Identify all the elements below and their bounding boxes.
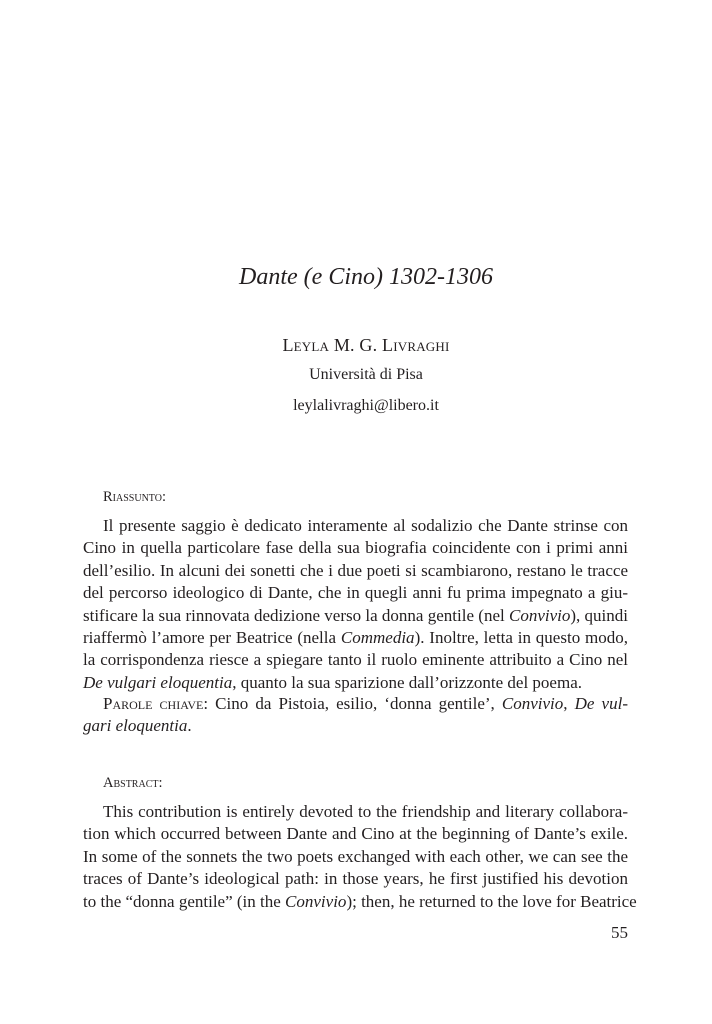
text-run: ). Inoltre, letta in questo modo,: [414, 628, 628, 648]
italic-title: De vulgari eloquentia: [83, 672, 233, 692]
riassunto-label: Riassunto:: [103, 489, 166, 505]
text-run: ,: [563, 694, 575, 713]
abstract-line: [83, 891, 637, 913]
text-run: Cino da Pistoia, esilio, ‘donna gentile’,: [208, 694, 502, 713]
riassunto-line: [83, 605, 628, 627]
abstract-label: Abstract:: [103, 775, 163, 791]
text-run: .: [187, 716, 192, 736]
abstract-line: This contribution is entirely devoted to the friendship and literary collabora-: [103, 802, 628, 821]
keywords-line: [83, 715, 628, 737]
keywords-label: Parole chiave:: [103, 694, 209, 713]
text-run: riaffermò l’amore per Beatrice (nella: [83, 628, 341, 648]
italic-title: gari eloquentia: [83, 716, 188, 736]
riassunto-line: Cino in quella particolare fase della sua biografia coincidente con i primi anni: [83, 538, 628, 558]
riassunto-line: dell’esilio. In alcuni dei sonetti che i due poeti si scambiarono, restano le tracce: [83, 560, 628, 580]
riassunto-line: Il presente saggio è dedicato interamente al sodalizio che Dante strinse con: [103, 516, 628, 535]
text-run: stificare la sua rinnovata dedizione verso la donna gentile (nel: [83, 605, 509, 625]
riassunto-paragraph: [83, 515, 628, 694]
italic-title: Convivio: [501, 694, 564, 713]
page-number: 55: [611, 923, 628, 942]
article-title: Dante (e Cino) 1302-1306: [239, 264, 493, 290]
italic-title: Convivio: [285, 891, 347, 911]
text-run: to the “donna gentile” (in the: [83, 891, 286, 911]
riassunto-line: [83, 627, 628, 649]
author-name: Leyla M. G. Livraghi: [282, 335, 450, 355]
keywords-paragraph: [83, 693, 628, 738]
riassunto-line: del percorso ideologico di Dante, che in quegli anni fu prima impegnato a giu-: [83, 583, 628, 603]
text-run: , quanto la sua sparizione dall’orizzonte del poema.: [232, 672, 582, 692]
text-run: ); then, he returned to the love for Beatrice: [346, 891, 637, 911]
riassunto-line: [83, 672, 628, 694]
keywords-line: [83, 693, 628, 715]
italic-title: Commedia: [340, 628, 415, 648]
italic-title: De vul-: [574, 694, 628, 713]
italic-title: Convivio: [508, 605, 571, 625]
abstract-line: traces of Dante’s ideological path: in those years, he first justified his devotion: [83, 869, 628, 889]
riassunto-line: la corrispondenza riesce a spiegare tanto il ruolo eminente attribuito a Cino nel: [83, 650, 628, 670]
author-email: leylalivraghi@libero.it: [293, 397, 439, 414]
abstract-line: In some of the sonnets the two poets exchanged with each other, we can see the: [83, 846, 628, 866]
author-affiliation: Università di Pisa: [309, 366, 423, 383]
abstract-line: tion which occurred between Dante and Cino at the beginning of Dante’s exile.: [83, 824, 628, 844]
abstract-paragraph: [83, 801, 637, 913]
text-run: ), quindi: [570, 605, 629, 625]
